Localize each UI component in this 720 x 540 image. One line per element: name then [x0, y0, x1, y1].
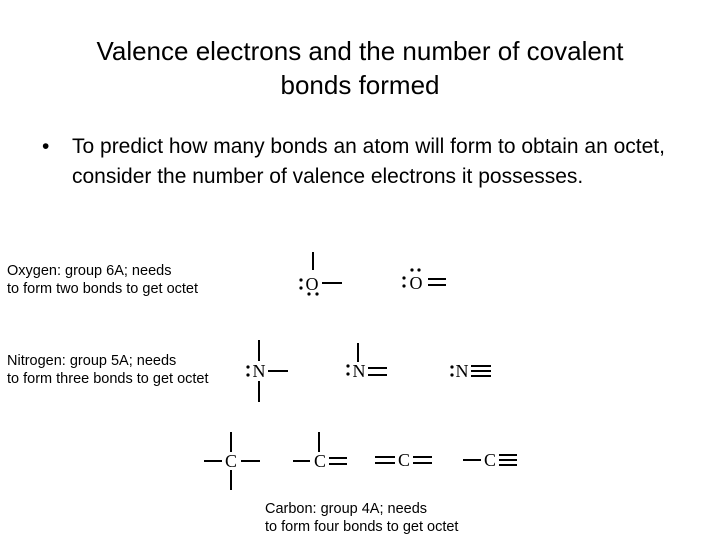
- electron-dot: [346, 372, 349, 375]
- electron-dot: [450, 373, 453, 376]
- electron-dot: [450, 365, 453, 368]
- oxygen-double-bond: [428, 279, 446, 285]
- carbon-atom-symbol: C: [313, 451, 327, 471]
- nitrogen-atom-symbol: N: [455, 361, 469, 381]
- bullet-marker: •: [42, 135, 50, 158]
- nitrogen-note-line-2: to form three bonds to get octet: [7, 371, 209, 387]
- nitrogen-atom-symbol: N: [252, 361, 266, 381]
- oxygen-note-line-2: to form two bonds to get octet: [7, 281, 199, 297]
- carbon-atom-symbol: C: [397, 450, 411, 470]
- carbon-note-line-2: to form four bonds to get octet: [265, 519, 459, 535]
- carbon-atom-symbol: C: [483, 450, 497, 470]
- nitrogen-note-line-1: Nitrogen: group 5A; needs: [7, 353, 177, 369]
- electron-dot: [402, 284, 405, 287]
- electron-dot: [417, 268, 420, 271]
- electron-dot: [299, 278, 302, 281]
- oxygen-atom-symbol: O: [409, 273, 423, 293]
- electron-dot: [410, 268, 413, 271]
- oxygen-note-line-1: Oxygen: group 6A; needs: [7, 263, 172, 279]
- electron-dot: [299, 286, 302, 289]
- carbon-atom-symbol: C: [224, 451, 238, 471]
- slide-title-line-1: Valence electrons and the number of covalent: [96, 36, 624, 66]
- bullet-text: To predict how many bonds an atom will form to obtain an octet, consider the number of valence electrons it possesses.: [72, 135, 665, 188]
- electron-dot: [246, 365, 249, 368]
- electron-dot: [246, 373, 249, 376]
- slide-title-line-2: bonds formed: [280, 70, 440, 100]
- nitrogen-atom-symbol: N: [352, 361, 366, 381]
- nitrogen-triple-bond: [471, 366, 491, 376]
- oxygen-atom-symbol: O: [305, 274, 319, 294]
- carbon-note-line-1: Carbon: group 4A; needs: [265, 501, 428, 517]
- electron-dot: [346, 364, 349, 367]
- electron-dot: [402, 276, 405, 279]
